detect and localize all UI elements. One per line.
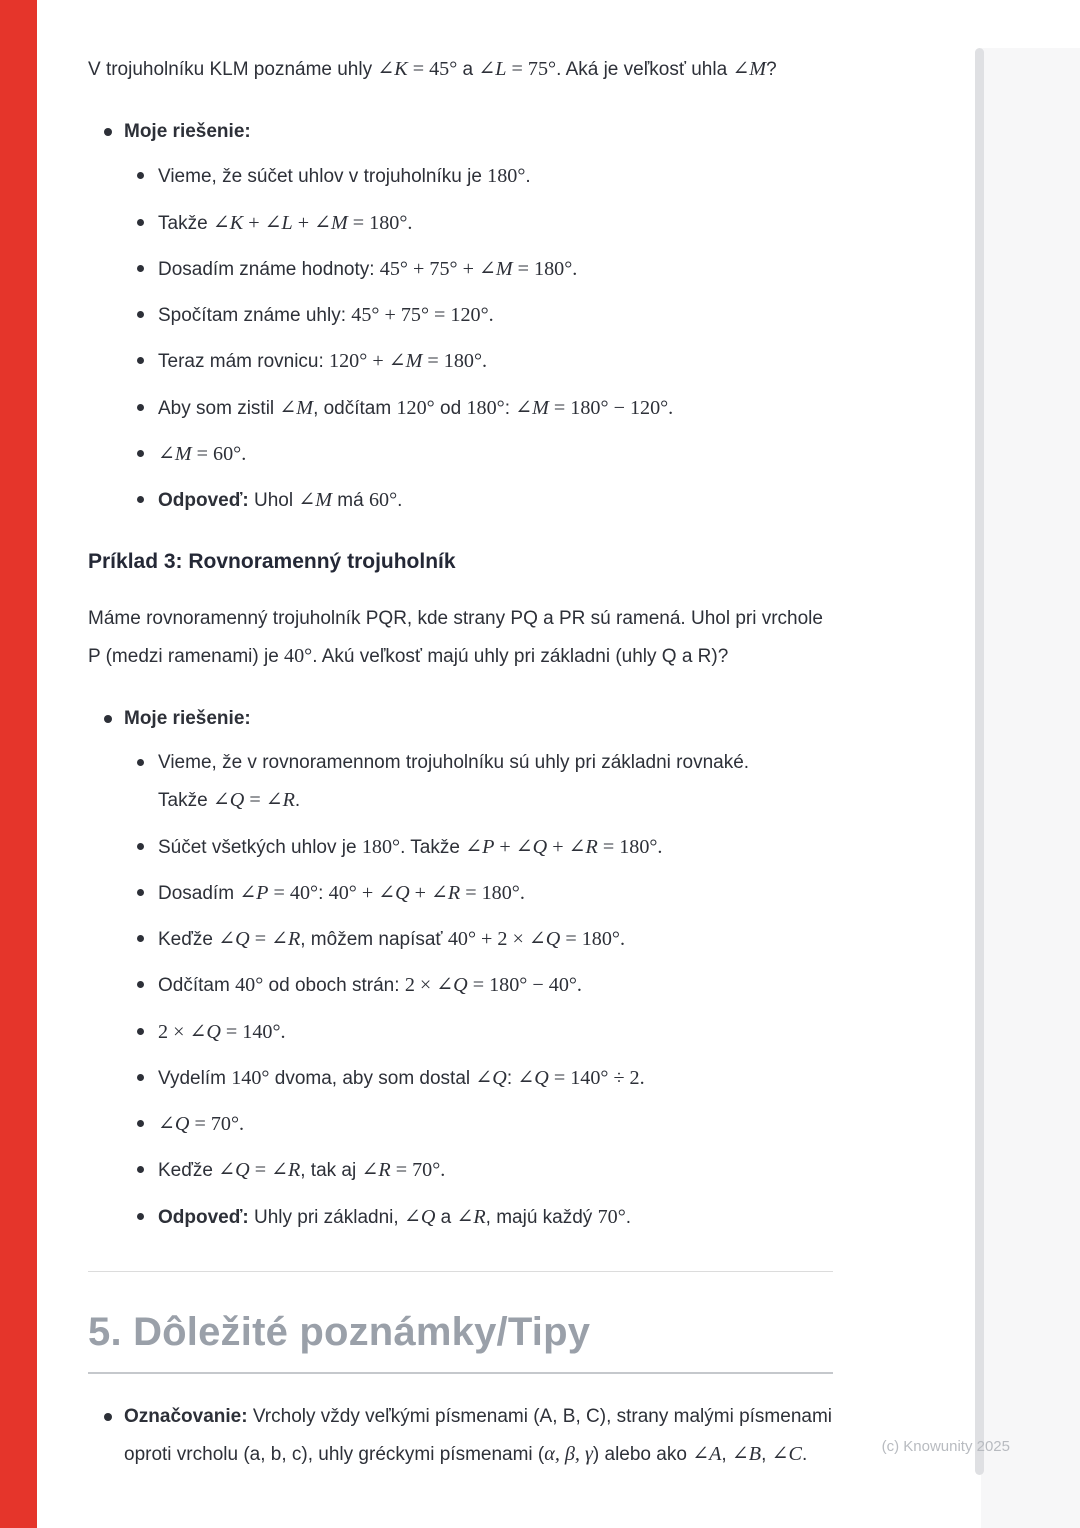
text-run: = bbox=[249, 928, 272, 951]
text-run: od oboch strán: bbox=[263, 975, 405, 997]
text-run: = 75° bbox=[506, 58, 557, 80]
text-run: ∠R bbox=[271, 1159, 301, 1182]
text-run: 60° bbox=[368, 489, 398, 512]
text-run: 180° bbox=[487, 165, 526, 188]
example3-heading: Príklad 3: Rovnoramenný trojuholník bbox=[88, 550, 456, 574]
text-run: Moje riešenie: bbox=[124, 121, 251, 143]
bullet-icon bbox=[137, 981, 144, 988]
text-run: ∠M bbox=[158, 442, 192, 465]
text-run: 45° + 75° + bbox=[379, 257, 479, 280]
step-text bbox=[158, 481, 836, 520]
text-run: Takže bbox=[158, 212, 213, 234]
list-item bbox=[88, 1151, 836, 1190]
text-run: = 140° ÷ 2. bbox=[548, 1066, 645, 1089]
text-run: dvoma, aby som dostal bbox=[269, 1067, 476, 1089]
step-text bbox=[158, 296, 836, 335]
list-item bbox=[88, 342, 836, 381]
bullet-icon bbox=[137, 172, 144, 179]
notes-section-heading: 5. Dôležité poznámky/Tipy bbox=[88, 1310, 591, 1354]
list-item bbox=[88, 920, 836, 959]
text-run: Označovanie: bbox=[124, 1406, 248, 1427]
text-run: ∠R bbox=[568, 835, 598, 858]
text-run: ∠P bbox=[465, 835, 495, 858]
text-run: = 70°. bbox=[390, 1159, 446, 1182]
text-run: + bbox=[243, 211, 265, 234]
heading-underline-divider bbox=[88, 1372, 833, 1374]
text-run: ∠Q bbox=[515, 835, 548, 858]
text-run: . bbox=[625, 1206, 632, 1228]
bullet-icon bbox=[137, 1213, 144, 1220]
text-run: 70° bbox=[597, 1205, 626, 1228]
text-run: = 180°. bbox=[422, 350, 488, 373]
text-run: ? bbox=[766, 59, 777, 80]
text-run: . bbox=[801, 1444, 808, 1466]
text-run: ∠R bbox=[271, 928, 301, 951]
step-text bbox=[158, 966, 836, 1005]
list-item bbox=[88, 874, 836, 913]
bullet-icon bbox=[137, 759, 144, 766]
text-run: = 180° − 120°. bbox=[548, 396, 674, 419]
text-run: Spočítam známe uhly: bbox=[158, 305, 352, 327]
text-run: = 180° − 40°. bbox=[467, 974, 582, 997]
text-run: Vieme, že súčet uhlov v trojuholníku je bbox=[158, 166, 488, 188]
text-run: = 180°. bbox=[597, 835, 663, 858]
list-item bbox=[88, 828, 836, 867]
text-run: = bbox=[249, 1159, 272, 1182]
text-run: 2 × bbox=[158, 1020, 190, 1043]
text-run: = 70°. bbox=[189, 1113, 245, 1136]
text-run: . Akú veľkosť majú uhly pri základni (uhly Q a R)? bbox=[312, 645, 729, 667]
red-accent-bar bbox=[0, 0, 37, 1528]
nested-list-wrap bbox=[88, 157, 836, 520]
text-run: ∠R bbox=[265, 789, 295, 812]
step-text bbox=[158, 1151, 836, 1190]
text-run: 40° + 2 × bbox=[447, 928, 529, 951]
text-run: ∠Q bbox=[212, 789, 245, 812]
text-run: ∠M bbox=[732, 58, 767, 80]
text-run: ∠K bbox=[212, 211, 244, 234]
text-run: ∠B bbox=[731, 1443, 762, 1466]
text-run: Súčet všetkých uhlov je bbox=[158, 836, 362, 858]
text-run: Odčítam bbox=[158, 975, 236, 997]
text-run: ∠L bbox=[264, 211, 293, 234]
section-divider bbox=[88, 1271, 833, 1272]
text-run: . bbox=[525, 166, 531, 188]
text-run: ∠L bbox=[478, 58, 507, 80]
text-run: = 60°. bbox=[191, 442, 247, 465]
text-run: ∠P bbox=[239, 881, 269, 904]
text-run: Keďže bbox=[158, 1160, 219, 1182]
list-item bbox=[88, 250, 836, 289]
list-item bbox=[88, 744, 836, 820]
list-item bbox=[88, 1105, 836, 1144]
solution-label bbox=[124, 113, 836, 150]
text-run: , majú každý bbox=[485, 1206, 598, 1228]
bullet-icon bbox=[137, 1074, 144, 1081]
text-run: : bbox=[504, 397, 516, 419]
text-run: 120° bbox=[396, 396, 435, 419]
step-text bbox=[158, 1198, 836, 1237]
text-run: = 40° bbox=[268, 881, 319, 904]
text-run: = 140°. bbox=[220, 1020, 286, 1043]
text-run: 180° bbox=[466, 396, 505, 419]
text-run: Uhol bbox=[248, 490, 299, 512]
step-text bbox=[158, 744, 836, 820]
text-run: , bbox=[721, 1444, 732, 1466]
bullet-icon bbox=[137, 496, 144, 503]
solution-pqr-list bbox=[88, 700, 836, 1237]
text-run: ∠Q bbox=[436, 974, 468, 997]
step-text bbox=[158, 157, 836, 196]
step-text bbox=[158, 250, 836, 289]
list-item bbox=[88, 1013, 836, 1052]
step-text bbox=[158, 1059, 836, 1098]
list-item bbox=[88, 481, 836, 520]
text-run: V trojuholníku KLM poznáme uhly bbox=[88, 59, 378, 80]
list-item bbox=[88, 966, 836, 1005]
text-run: ∠Q bbox=[475, 1066, 507, 1089]
text-run: 40° + bbox=[328, 881, 379, 904]
text-run: ∠Q bbox=[528, 928, 561, 951]
text-run: Moje riešenie: bbox=[124, 708, 251, 730]
solution-klm-steps bbox=[88, 157, 836, 520]
text-run: , odčítam bbox=[313, 397, 397, 419]
text-run: , môžem napísať bbox=[300, 929, 448, 951]
text-run: ∠Q bbox=[378, 881, 410, 904]
bullet-icon bbox=[104, 128, 112, 136]
text-run: + bbox=[409, 881, 432, 904]
text-run: ∠M bbox=[279, 396, 314, 419]
bullet-icon bbox=[104, 1413, 112, 1421]
text-run: = 180°. bbox=[460, 881, 525, 904]
step-text bbox=[158, 1105, 836, 1144]
text-run: 45° + 75° = 120°. bbox=[351, 304, 494, 327]
bullet-icon bbox=[137, 1166, 144, 1173]
text-run: má bbox=[332, 490, 369, 512]
text-run: ∠Q bbox=[218, 928, 250, 951]
document-content bbox=[88, 0, 836, 1474]
text-run: . Aká je veľkosť uhla bbox=[556, 59, 733, 80]
text-run: . bbox=[397, 490, 403, 512]
list-item bbox=[88, 1198, 836, 1237]
solution-klm-list bbox=[88, 113, 836, 520]
text-run: ∠M bbox=[478, 257, 513, 280]
text-run: Dosadím bbox=[158, 882, 240, 904]
text-run: ∠M bbox=[298, 489, 332, 512]
text-run: = 180°. bbox=[560, 928, 625, 951]
text-run: ∠M bbox=[515, 396, 549, 419]
step-text bbox=[158, 1013, 836, 1052]
list-item bbox=[88, 1059, 836, 1098]
problem-statement-pqr bbox=[88, 600, 836, 676]
text-run: : bbox=[506, 1067, 518, 1089]
text-run: ∠Q bbox=[218, 1159, 250, 1182]
bullet-icon bbox=[137, 404, 144, 411]
text-run: 40° bbox=[235, 974, 264, 997]
text-run: + bbox=[547, 835, 569, 858]
list-item bbox=[88, 435, 836, 474]
text-run: . Takže bbox=[400, 836, 466, 858]
bullet-icon bbox=[137, 1120, 144, 1127]
bullet-icon bbox=[137, 1028, 144, 1035]
text-run: od bbox=[434, 397, 467, 419]
list-item bbox=[88, 1398, 836, 1474]
list-item bbox=[88, 389, 836, 428]
list-item bbox=[88, 296, 836, 335]
step-text bbox=[158, 435, 836, 474]
text-run: Takže bbox=[158, 790, 213, 812]
text-run: ∠M bbox=[388, 350, 423, 373]
text-run: ∠C bbox=[771, 1443, 802, 1466]
text-run: = 45° bbox=[407, 58, 458, 80]
bullet-icon bbox=[137, 450, 144, 457]
note-text bbox=[124, 1398, 836, 1474]
text-run: Uhly pri základni, bbox=[248, 1206, 404, 1228]
step-text bbox=[158, 828, 836, 867]
text-run: . bbox=[294, 790, 301, 812]
text-run: , bbox=[761, 1444, 772, 1466]
bullet-icon bbox=[104, 715, 112, 723]
text-run: + bbox=[292, 211, 315, 234]
text-run: = 180°. bbox=[347, 211, 413, 234]
text-run: ) alebo ako bbox=[592, 1444, 693, 1466]
step-text bbox=[158, 389, 836, 428]
text-run: ∠Q bbox=[189, 1020, 221, 1043]
bullet-icon bbox=[137, 311, 144, 318]
list-item bbox=[88, 113, 836, 150]
text-run: Vrcholy vždy veľkými písmenami (A, B, C), strany malými písmenami oproti vrcholu (a, b, c), uhly gréckymi písmenami ( bbox=[124, 1406, 833, 1466]
text-run: a bbox=[435, 1206, 457, 1228]
text-run: ∠Q bbox=[158, 1113, 190, 1136]
step-text bbox=[158, 204, 836, 243]
text-run: ∠R bbox=[431, 881, 461, 904]
bullet-icon bbox=[137, 935, 144, 942]
text-run: ∠A bbox=[692, 1443, 722, 1466]
text-run: Vieme, že v rovnoramennom trojuholníku sú uhly pri základni rovnaké. bbox=[158, 752, 750, 774]
solution-label bbox=[124, 700, 836, 737]
text-run: a bbox=[457, 59, 479, 80]
text-run: = 180°. bbox=[512, 257, 578, 280]
bullet-icon bbox=[137, 843, 144, 850]
text-run: 180° bbox=[361, 835, 401, 858]
text-run: Teraz mám rovnicu: bbox=[158, 351, 330, 373]
list-item bbox=[88, 204, 836, 243]
step-text bbox=[158, 342, 836, 381]
text-run: Odpoveď: bbox=[158, 1206, 249, 1228]
text-run: , tak aj bbox=[300, 1160, 362, 1182]
text-run: ∠M bbox=[314, 211, 348, 234]
text-run: Vydelím bbox=[158, 1067, 232, 1089]
text-run: Odpoveď: bbox=[158, 490, 249, 512]
scrollbar[interactable] bbox=[975, 48, 984, 1475]
step-text bbox=[158, 874, 836, 913]
text-run: = bbox=[244, 789, 266, 812]
text-run: Aby som zistil bbox=[158, 397, 280, 419]
text-run: 40° bbox=[284, 644, 313, 667]
bullet-icon bbox=[137, 265, 144, 272]
bullet-icon bbox=[137, 889, 144, 896]
text-run: Keďže bbox=[158, 929, 219, 951]
text-run: Dosadím známe hodnoty: bbox=[158, 258, 380, 280]
problem-statement-klm bbox=[88, 50, 836, 89]
text-run: ∠R bbox=[456, 1205, 486, 1228]
footer-copyright: (c) Knowunity 2025 bbox=[881, 1438, 1010, 1455]
text-run: ∠Q bbox=[517, 1066, 549, 1089]
list-item bbox=[88, 157, 836, 196]
step-text bbox=[158, 920, 836, 959]
nested-list-wrap bbox=[88, 744, 836, 1237]
text-run: 140° bbox=[231, 1066, 270, 1089]
text-run: 2 × bbox=[404, 974, 437, 997]
text-run: + bbox=[494, 835, 516, 858]
list-item bbox=[88, 700, 836, 737]
scroll-gutter bbox=[981, 48, 1080, 1528]
bullet-icon bbox=[137, 357, 144, 364]
text-run: : bbox=[318, 882, 329, 904]
solution-pqr-steps bbox=[88, 744, 836, 1237]
text-run: Máme rovnoramenný trojuholník PQR, kde strany PQ a PR sú ramená. Uhol pri vrchole P (medzi ramenami) je bbox=[88, 607, 823, 667]
text-run: ∠K bbox=[377, 58, 408, 80]
notes-list bbox=[88, 1398, 836, 1474]
text-run: 120° + bbox=[329, 350, 389, 373]
bullet-icon bbox=[137, 219, 144, 226]
text-run: ∠Q bbox=[403, 1205, 436, 1228]
text-run: α, β, γ bbox=[544, 1443, 593, 1466]
text-run: ∠R bbox=[361, 1159, 391, 1182]
